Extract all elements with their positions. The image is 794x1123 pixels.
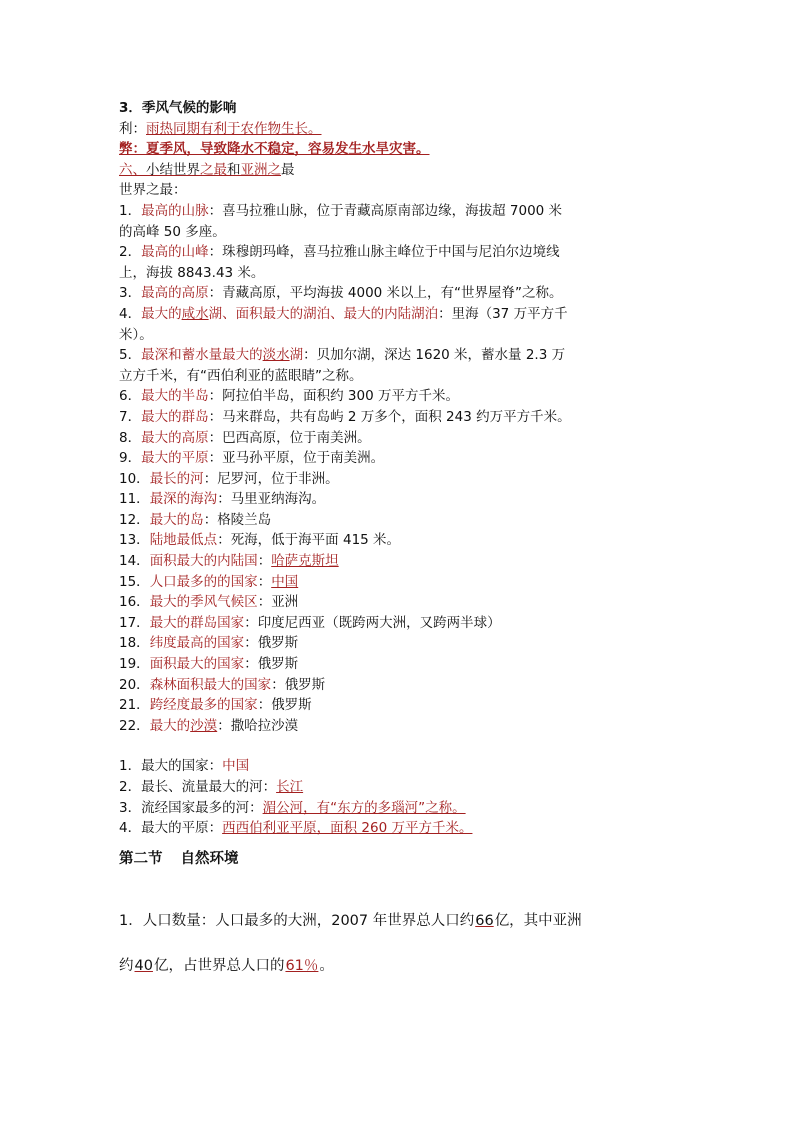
list-item xyxy=(119,242,679,263)
item-text: 阿拉伯半岛，面积约 300 万平方千米。 xyxy=(222,388,459,405)
summary-heading-part: 亚洲之 xyxy=(240,161,281,178)
list-item xyxy=(119,386,679,407)
item-sep: ： xyxy=(208,429,223,446)
item-sep: ： xyxy=(217,491,231,508)
item-sep: ： xyxy=(203,511,218,528)
summary-heading xyxy=(119,160,679,181)
list-item xyxy=(119,572,679,593)
item-answer: 湄公河，有“东方的多瑙河”之称。 xyxy=(262,799,466,816)
list-item-continuation: 立方千米，有“西伯利亚的蓝眼睛”之称。 xyxy=(119,367,363,384)
item-label: 流经国家最多的河： xyxy=(141,799,263,816)
item-sep: ： xyxy=(203,470,218,487)
item-text: 马里亚纳海沟。 xyxy=(230,491,326,508)
item-number: 3． xyxy=(119,799,142,816)
item-label: 面积最大的国家 xyxy=(149,656,245,673)
item-answer: 哈萨克斯坦 xyxy=(271,553,339,570)
para-value: 61％ xyxy=(285,958,319,975)
item-sep: ： xyxy=(217,532,231,549)
item-number: 1． xyxy=(119,202,142,219)
item-sep: ： xyxy=(244,635,258,652)
item-label: 最大的群岛 xyxy=(141,408,209,425)
item-text: 贝加尔湖，深达 1620 米，蓄水量 2.3 万 xyxy=(316,347,566,364)
section-title-part: 自然环境 xyxy=(180,850,239,867)
para-text: 亿，占世界总人口的 xyxy=(153,958,285,975)
world-subheading: 世界之最： xyxy=(119,182,187,199)
item-text: 马来群岛，共有岛屿 2 万多个，面积 243 约万平方千米。 xyxy=(222,408,571,425)
item-number: 22． xyxy=(119,717,150,734)
document-page xyxy=(119,98,679,976)
section-title-part: 第二节 xyxy=(119,850,163,867)
item-number: 4． xyxy=(119,820,142,837)
asia-item xyxy=(119,798,679,819)
para-text: 约 xyxy=(119,958,134,975)
item-sep: ： xyxy=(208,285,223,302)
item-sep: ： xyxy=(208,408,223,425)
asia-item xyxy=(119,777,679,798)
item-sep: ： xyxy=(271,676,285,693)
list-item-continuation: 的高峰 50 多座。 xyxy=(119,223,226,240)
item-number: 21． xyxy=(119,697,150,714)
disadvantage-label: 弊： xyxy=(119,141,146,158)
item-answer: 西西伯利亚平原，面积 260 万平方千米。 xyxy=(222,820,473,837)
para-text: 亿，其中亚洲 xyxy=(494,913,582,930)
list-item xyxy=(119,613,679,634)
item-answer: 长江 xyxy=(276,779,304,795)
summary-heading-part: 小结世界 xyxy=(146,161,200,178)
item-number: 1． xyxy=(119,758,142,775)
item-sep: ： xyxy=(244,614,258,631)
item-number: 5． xyxy=(119,347,142,364)
item-label: 最大的 xyxy=(141,305,182,322)
disadvantage-line xyxy=(119,139,679,160)
item-label: 最深的海沟 xyxy=(149,491,218,508)
item-text: 俄罗斯 xyxy=(284,676,326,693)
disadvantage-text: 夏季风，导致降水不稳定，容易发生水旱灾害。 xyxy=(146,141,430,158)
list-item xyxy=(119,510,679,531)
item-text: 印度尼西亚（既跨两大洲，又跨两半球） xyxy=(257,614,501,631)
item-number: 16． xyxy=(119,594,150,611)
item-label: 跨经度最多的国家 xyxy=(149,697,258,714)
item-number: 11． xyxy=(119,491,150,508)
item-label-underlined: 沙漠 xyxy=(190,717,218,734)
item-label: 最大的 xyxy=(149,717,191,734)
item-label: 森林面积最大的国家 xyxy=(149,676,272,693)
item-label: 最大的高原 xyxy=(141,429,209,446)
item-sep: ： xyxy=(208,244,223,261)
item-label: 人口最多的的国家 xyxy=(149,573,258,590)
item-text: 格陵兰岛 xyxy=(217,511,272,528)
item-number: 12． xyxy=(119,511,150,528)
item-text: 亚洲 xyxy=(271,594,299,611)
advantage-line xyxy=(119,119,679,140)
list-item-continuation: 米）。 xyxy=(119,326,153,343)
item-number: 18． xyxy=(119,635,150,652)
list-item xyxy=(119,675,679,696)
item-number: 19． xyxy=(119,656,150,673)
item-label: 最长、流量最大的河： xyxy=(141,779,277,795)
summary-heading-part: 之最 xyxy=(200,161,227,178)
section-title xyxy=(119,849,679,870)
item-sep: ： xyxy=(208,450,223,467)
item-label: 湖 xyxy=(289,347,304,364)
item-label: 最高的高原 xyxy=(141,285,209,302)
para-value: 40 xyxy=(134,958,153,975)
item-label: 面积最大的内陆国 xyxy=(149,553,258,570)
blank-line xyxy=(119,736,679,756)
item-number: 10． xyxy=(119,470,150,487)
para-text: 。 xyxy=(319,958,334,975)
list-item-continuation: 上，海拔 8843.43 米。 xyxy=(119,264,265,281)
list-item xyxy=(119,716,679,737)
item-sep: ： xyxy=(257,594,272,611)
item-label: 最长的河 xyxy=(149,470,204,487)
item-sep: ： xyxy=(208,202,223,219)
item-label: 最高的山脉 xyxy=(141,202,209,219)
item-sep: ： xyxy=(217,717,231,734)
item-text: 青藏高原，平均海拔 4000 米以上，有“世界屋脊”之称。 xyxy=(222,285,563,302)
item-sep: ： xyxy=(257,573,272,590)
item-label: 最大的半岛 xyxy=(141,388,209,405)
list-item xyxy=(119,345,679,366)
summary-heading-part: 最 xyxy=(281,161,295,178)
item-sep: ： xyxy=(244,656,258,673)
item-text: 里海（37 万平方千 xyxy=(451,305,568,322)
population-paragraph-line2 xyxy=(119,956,679,976)
asia-item xyxy=(119,756,679,777)
item-label: 最大的平原 xyxy=(141,450,209,467)
item-text: 亚马孙平原，位于南美洲。 xyxy=(222,450,385,467)
item-label: 湖、面积最大的湖泊、最大的内陆湖泊 xyxy=(208,305,439,322)
list-item xyxy=(119,592,679,613)
item-number: 13． xyxy=(119,532,150,549)
item-number: 6． xyxy=(119,388,142,405)
item-number: 14． xyxy=(119,553,150,570)
list-item xyxy=(119,448,679,469)
item-text: 喜马拉雅山脉，位于青藏高原南部边缘，海拔超 7000 米 xyxy=(222,202,563,219)
item-sep: ： xyxy=(303,347,317,364)
para-text: 1．人口数量：人口最多的大洲，2007 年世界总人口约 xyxy=(119,913,475,930)
list-item xyxy=(119,407,679,428)
list-item xyxy=(119,551,679,572)
list-item xyxy=(119,469,679,490)
item-label-underlined: 淡水 xyxy=(262,347,290,364)
item-label: 最大的平原： xyxy=(141,820,223,837)
advantage-text: 雨热同期有利于农作物生长。 xyxy=(146,120,322,137)
item-number: 4． xyxy=(119,305,142,322)
section-heading: 3．季风气候的影响 xyxy=(119,100,237,116)
list-item xyxy=(119,654,679,675)
list-item xyxy=(119,283,679,304)
item-label: 纬度最高的国家 xyxy=(149,635,245,652)
item-label: 陆地最低点 xyxy=(149,532,218,549)
item-number: 17． xyxy=(119,614,150,631)
item-label: 最大的群岛国家 xyxy=(149,614,245,631)
item-text: 俄罗斯 xyxy=(271,697,312,714)
item-label: 最大的季风气候区 xyxy=(149,594,258,611)
item-label: 最大的岛 xyxy=(149,511,204,528)
item-label: 最大的国家： xyxy=(141,758,223,775)
item-sep: ： xyxy=(208,388,223,405)
item-sep: ： xyxy=(438,305,452,322)
item-label-underlined: 咸水 xyxy=(181,305,209,322)
advantage-label: 利： xyxy=(119,120,146,137)
item-sep: ： xyxy=(257,697,272,714)
item-text: 尼罗河，位于非洲。 xyxy=(217,470,339,487)
item-number: 2． xyxy=(119,779,142,795)
item-number: 15． xyxy=(119,573,150,590)
summary-heading-part: 和 xyxy=(227,161,241,178)
item-sep: ： xyxy=(257,553,272,570)
item-answer: 中国 xyxy=(271,573,299,590)
list-item xyxy=(119,530,679,551)
asia-item xyxy=(119,818,679,839)
item-number: 20． xyxy=(119,676,150,693)
item-answer: 中国 xyxy=(222,758,250,775)
item-label: 最深和蓄水量最大的 xyxy=(141,347,263,364)
item-text: 死海，低于海平面 415 米。 xyxy=(230,532,401,549)
list-item xyxy=(119,695,679,716)
para-value: 66 xyxy=(475,913,494,930)
list-item xyxy=(119,201,679,222)
item-text: 俄罗斯 xyxy=(257,656,299,673)
list-item xyxy=(119,489,679,510)
item-number: 3． xyxy=(119,285,142,302)
population-paragraph-line1 xyxy=(119,911,679,931)
item-text: 俄罗斯 xyxy=(257,635,299,652)
item-text: 巴西高原，位于南美洲。 xyxy=(222,429,371,446)
summary-heading-part: 六、 xyxy=(119,161,146,178)
item-text: 珠穆朗玛峰，喜马拉雅山脉主峰位于中国与尼泊尔边境线 xyxy=(222,244,560,261)
item-number: 2． xyxy=(119,244,142,261)
item-number: 9． xyxy=(119,450,142,467)
list-item xyxy=(119,633,679,654)
list-item xyxy=(119,428,679,449)
item-number: 7． xyxy=(119,408,142,425)
item-label: 最高的山峰 xyxy=(141,244,209,261)
list-item xyxy=(119,304,679,325)
item-text: 撒哈拉沙漠 xyxy=(230,717,299,734)
item-number: 8． xyxy=(119,429,142,446)
